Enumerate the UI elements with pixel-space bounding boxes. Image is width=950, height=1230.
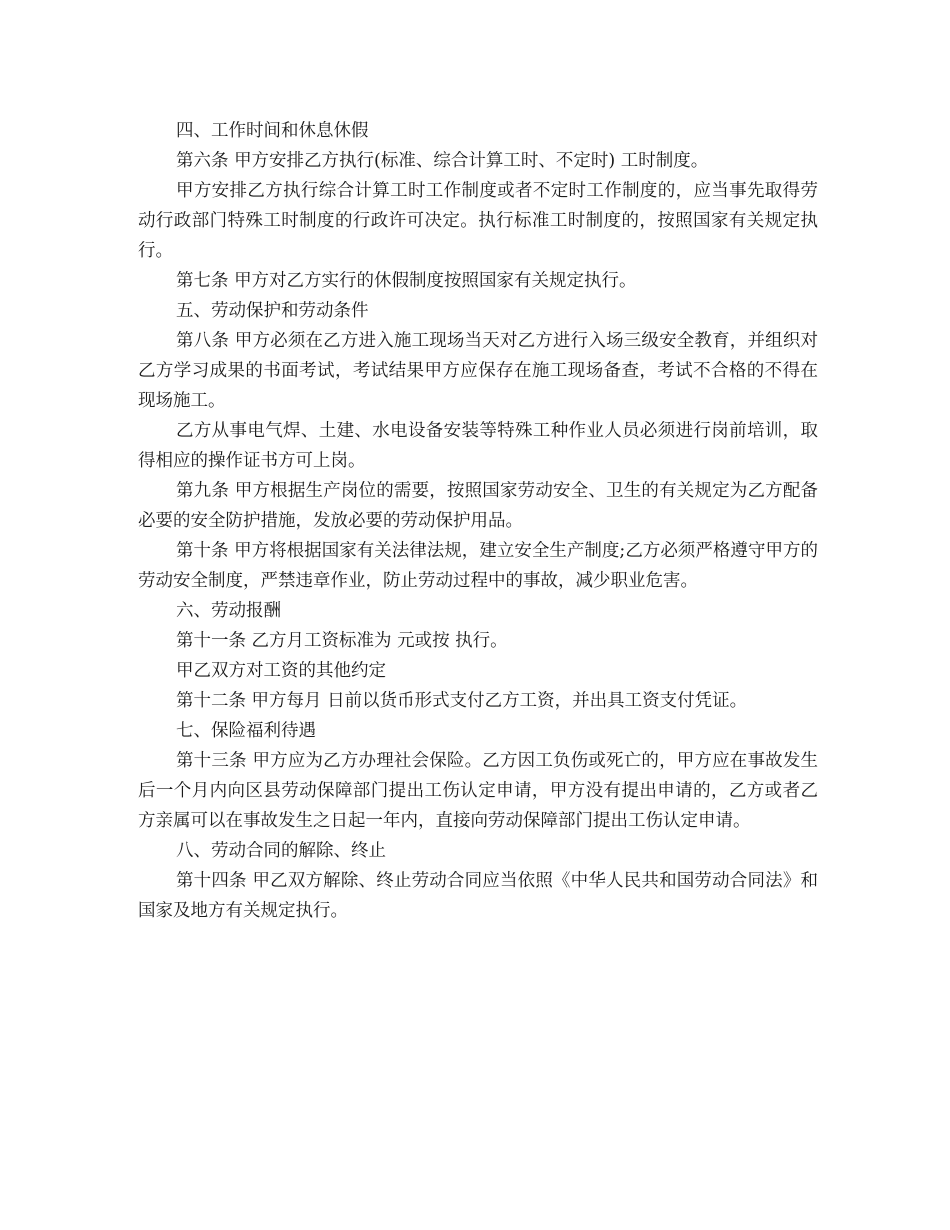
- article-13: 第十三条 甲方应为乙方办理社会保险。乙方因工负伤或死亡的，甲方应在事故发生后一个月内向区县劳动保障部门提出工伤认定申请，甲方没有提出申请的，乙方或者乙方亲属可以在事故发生之日起一年内，直接向劳动保障部门提出工伤认定申请。: [138, 751, 818, 831]
- article-9: 第九条 甲方根据生产岗位的需要，按照国家劳动安全、卫生的有关规定为乙方配备必要的安全防护措施，发放必要的劳动保护用品。: [138, 481, 818, 531]
- article-12: 第十二条 甲方每月 日前以货币形式支付乙方工资，并出具工资支付凭证。: [176, 691, 748, 711]
- article-8-detail: 乙方从事电气焊、土建、水电设备安装等特殊工种作业人员必须进行岗前培训，取得相应的操作证书方可上岗。: [138, 421, 818, 471]
- section-heading-labor-protection: 五、劳动保护和劳动条件: [176, 301, 369, 321]
- article-7: 第七条 甲方对乙方实行的休假制度按照国家有关规定执行。: [176, 271, 637, 291]
- article-14: 第十四条 甲乙双方解除、终止劳动合同应当依照《中华人民共和国劳动合同法》和国家及地方有关规定执行。: [138, 871, 818, 921]
- document-body: [138, 116, 818, 926]
- article-11: 第十一条 乙方月工资标准为 元或按 执行。: [176, 631, 508, 651]
- article-6-detail: 甲方安排乙方执行综合计算工时工作制度或者不定时工作制度的，应当事先取得劳动行政部门特殊工时制度的行政许可决定。执行标准工时制度的，按照国家有关规定执行。: [138, 181, 818, 261]
- section-heading-work-hours: 四、工作时间和休息休假: [176, 121, 369, 141]
- article-6: 第六条 甲方安排乙方执行(标准、综合计算工时、不定时) 工时制度。: [176, 151, 709, 171]
- section-heading-remuneration: 六、劳动报酬: [176, 601, 281, 621]
- article-8: 第八条 甲方必须在乙方进入施工现场当天对乙方进行入场三级安全教育，并组织对乙方学习成果的书面考试，考试结果甲方应保存在施工现场备查，考试不合格的不得在现场施工。: [138, 331, 818, 411]
- article-10: 第十条 甲方将根据国家有关法律法规，建立安全生产制度;乙方必须严格遵守甲方的劳动安全制度，严禁违章作业，防止劳动过程中的事故，减少职业危害。: [138, 541, 818, 591]
- section-heading-termination: 八、劳动合同的解除、终止: [176, 841, 386, 861]
- article-11-other-terms: 甲乙双方对工资的其他约定: [176, 661, 386, 681]
- section-heading-insurance: 七、保险福利待遇: [176, 721, 316, 741]
